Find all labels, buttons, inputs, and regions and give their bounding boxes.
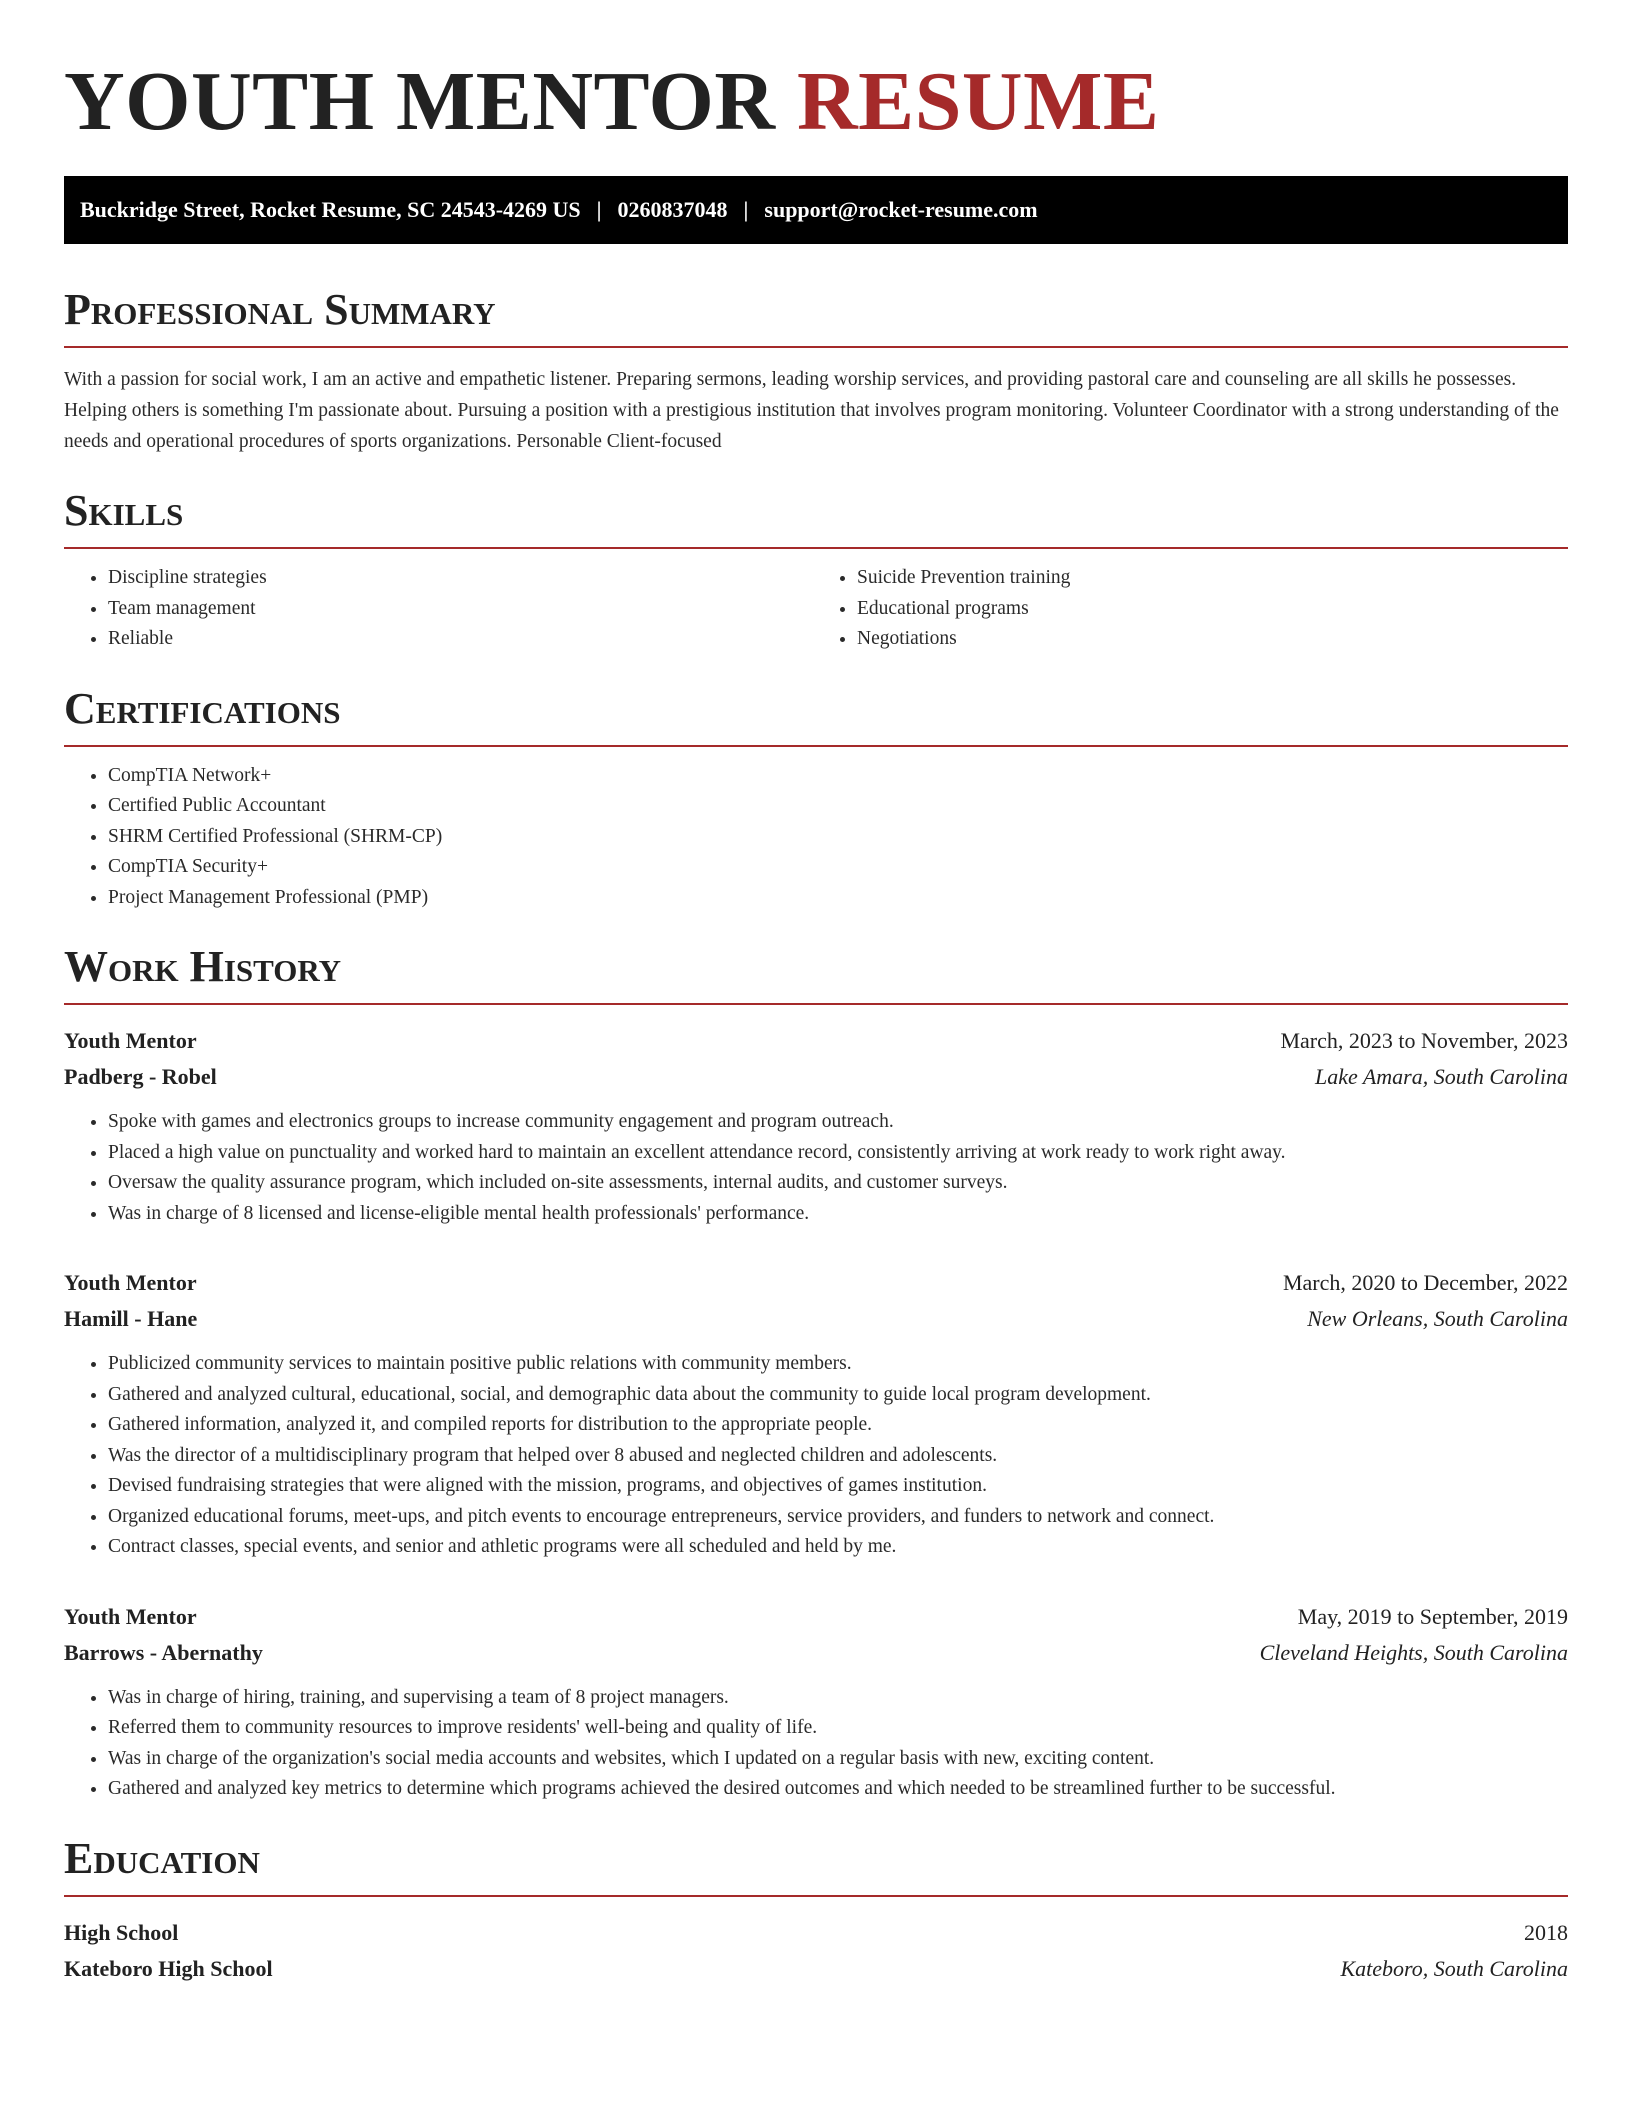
job-entry (64, 1023, 1568, 1229)
certification-item: • SHRM Certified Professional (SHRM-CP) (108, 822, 1568, 853)
resume-title (64, 52, 1568, 152)
job-bullet: • Gathered information, analyzed it, and compiled reports for distribution to the appropriate people. (108, 1410, 1568, 1441)
skills-list-left (64, 563, 819, 655)
skill-item: • Suicide Prevention training (857, 563, 1568, 594)
skill-item: • Reliable (108, 624, 819, 655)
job-bullet: • Publicized community services to maintain positive public relations with community members. (108, 1349, 1568, 1380)
job-bullet: • Referred them to community resources to improve residents' well-being and quality of life. (108, 1713, 1568, 1744)
job-bullet: • Gathered and analyzed cultural, educational, social, and demographic data about the community to guide local program development. (108, 1380, 1568, 1411)
skills-grid (64, 563, 1568, 655)
education-heading: Education (64, 1833, 1568, 1897)
job-bullets (64, 1107, 1568, 1229)
education-entry (64, 1915, 1568, 1987)
contact-phone[interactable]: 0260837048 (617, 197, 728, 222)
skill-item: • Negotiations (857, 624, 1568, 655)
job-bullet: • Placed a high value on punctuality and worked hard to maintain an excellent attendance record, consistently arriving at work ready to work right away. (108, 1138, 1568, 1169)
title-main: YOUTH MENTOR (64, 55, 776, 148)
job-bullet: • Spoke with games and electronics groups to increase community engagement and program outreach. (108, 1107, 1568, 1138)
contact-email[interactable]: support@rocket-resume.com (764, 197, 1038, 222)
certification-item: • CompTIA Network+ (108, 761, 1568, 792)
job-title: Youth Mentor (64, 1028, 197, 1053)
job-dates: March, 2023 to November, 2023 (1280, 1028, 1568, 1053)
contact-address: Buckridge Street, Rocket Resume, SC 24543-4269 US (80, 197, 581, 222)
skill-item: • Team management (108, 594, 819, 625)
job-bullets (64, 1683, 1568, 1805)
education-school-row (64, 1951, 1568, 1987)
certifications-section (64, 683, 1568, 914)
education-degree-row (64, 1915, 1568, 1951)
job-location: Cleveland Heights, South Carolina (1259, 1639, 1568, 1665)
job-bullet: • Oversaw the quality assurance program, which included on-site assessments, internal audits, and customer surveys. (108, 1168, 1568, 1199)
job-dates: March, 2020 to December, 2022 (1282, 1270, 1568, 1295)
certification-item: • Certified Public Accountant (108, 791, 1568, 822)
job-bullet: • Was in charge of 8 licensed and license-eligible mental health professionals' performance. (108, 1199, 1568, 1230)
summary-heading: Professional Summary (64, 284, 1568, 348)
certification-item: • CompTIA Security+ (108, 852, 1568, 883)
skill-item: • Discipline strategies (108, 563, 819, 594)
summary-section (64, 284, 1568, 457)
education-location: Kateboro, South Carolina (1340, 1955, 1568, 1981)
job-location: New Orleans, South Carolina (1307, 1306, 1568, 1331)
job-bullet: • Gathered and analyzed key metrics to determine which programs achieved the desired outcomes and which needed to be streamlined further to be successful. (108, 1774, 1568, 1805)
job-entry (64, 1599, 1568, 1805)
education-section (64, 1833, 1568, 1987)
job-bullet: • Devised fundraising strategies that were aligned with the mission, programs, and objectives of games institution. (108, 1471, 1568, 1502)
title-accent: RESUME (797, 55, 1160, 148)
job-company-row (64, 1059, 1568, 1095)
job-title: Youth Mentor (64, 1270, 197, 1295)
certification-item: • Project Management Professional (PMP) (108, 883, 1568, 914)
job-bullet: • Contract classes, special events, and senior and athletic programs were all scheduled and held by me. (108, 1532, 1568, 1563)
skill-item: • Educational programs (857, 594, 1568, 625)
certifications-heading: Certifications (64, 683, 1568, 747)
skills-heading: Skills (64, 485, 1568, 549)
job-entry (64, 1265, 1568, 1563)
job-bullet: • Organized educational forums, meet-ups, and pitch events to encourage entrepreneurs, service providers, and funders to network and connect. (108, 1502, 1568, 1533)
job-bullet: • Was in charge of hiring, training, and supervising a team of 8 project managers. (108, 1683, 1568, 1714)
job-company: Padberg - Robel (64, 1064, 217, 1089)
job-bullets (64, 1349, 1568, 1563)
job-company: Hamill - Hane (64, 1306, 198, 1331)
job-header-row (64, 1599, 1568, 1635)
contact-separator: | (743, 197, 749, 222)
job-bullet: • Was in charge of the organization's social media accounts and websites, which I updated on a regular basis with new, exciting content. (108, 1744, 1568, 1775)
work-history-heading: Work History (64, 941, 1568, 1005)
education-degree: High School (64, 1919, 179, 1945)
summary-text: With a passion for social work, I am an active and empathetic listener. Preparing sermons, leading worship services, and providing pastoral care and counseling are all skills he possesses. Helping others is something I'm passionate about. Pursuing a position with a prestigious institution that involves program monitoring. Volunteer Coordinator with a strong understanding of the needs and operational procedures of sports organizations. Personable Client-focused (64, 369, 1559, 452)
contact-separator: | (596, 197, 602, 222)
education-school: Kateboro High School (64, 1955, 273, 1981)
job-company: Barrows - Abernathy (64, 1639, 263, 1665)
job-title: Youth Mentor (64, 1603, 197, 1629)
job-header-row (64, 1023, 1568, 1059)
certifications-list (64, 761, 1568, 914)
job-location: Lake Amara, South Carolina (1314, 1064, 1568, 1089)
skills-list-right (819, 563, 1568, 655)
job-bullet: • Was the director of a multidisciplinary program that helped over 8 abused and neglected children and adolescents. (108, 1441, 1568, 1472)
education-year: 2018 (1524, 1919, 1568, 1945)
job-company-row (64, 1635, 1568, 1671)
job-header-row (64, 1265, 1568, 1301)
contact-bar (64, 176, 1568, 244)
work-history-section (64, 941, 1568, 1805)
job-dates: May, 2019 to September, 2019 (1297, 1603, 1568, 1629)
job-company-row (64, 1301, 1568, 1337)
skills-section (64, 485, 1568, 655)
